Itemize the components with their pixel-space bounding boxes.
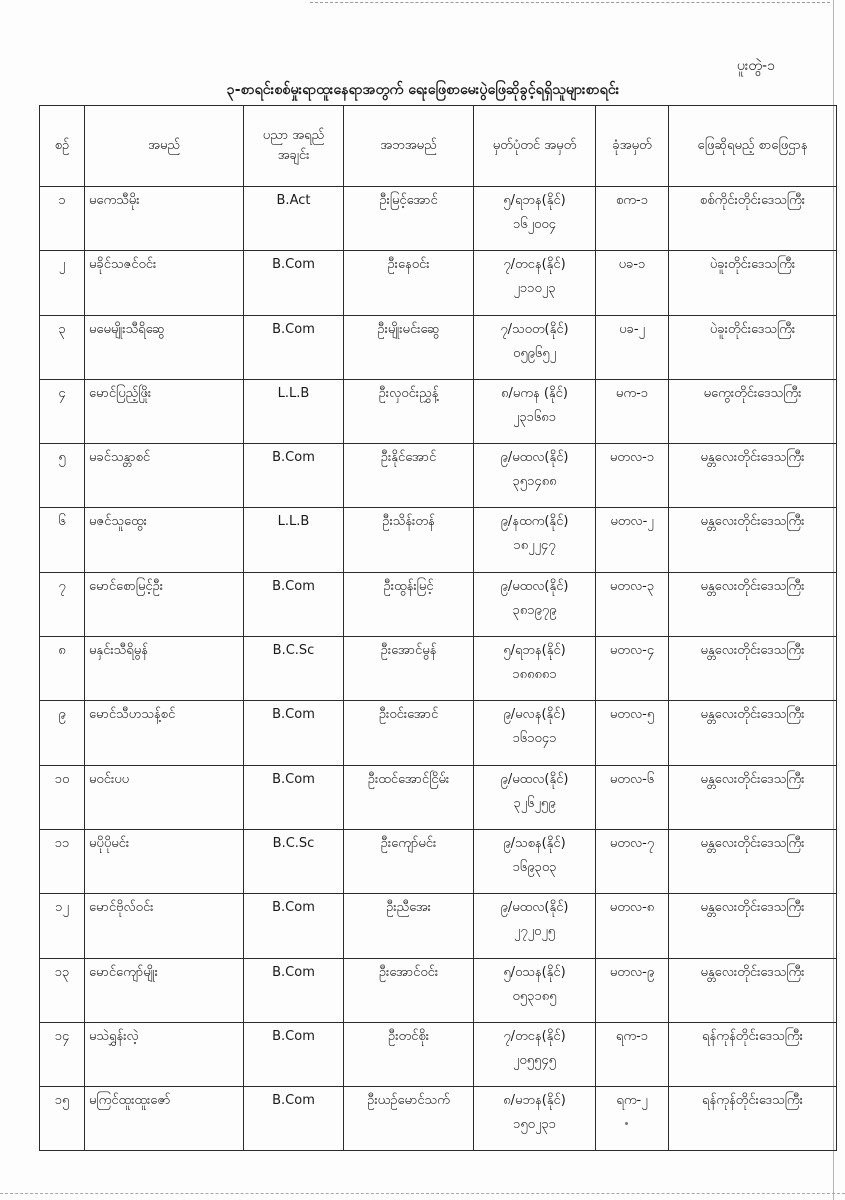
cell-exam-center: မန္တလေးတိုင်းဒေသကြီး	[669, 894, 837, 958]
nrc-number: ၃၂၆၂၅၉	[513, 795, 556, 811]
cell-degree: L.L.B	[244, 379, 344, 443]
cell-nrc	[474, 508, 596, 572]
cell-name: မကေသီမိုး	[85, 187, 244, 251]
cell-father-name: ဦးနေဝင်း	[344, 251, 474, 315]
nrc-prefix: ၈/မဘန(နိုင်)	[503, 1093, 566, 1109]
cell-no: ၅	[40, 444, 85, 508]
table-row	[40, 637, 837, 701]
nrc-number: ၁၆၂၀၀၄	[513, 217, 556, 232]
cell-degree: B.C.Sc	[244, 637, 344, 701]
cell-no: ၇	[40, 572, 85, 636]
cell-no: ၁၃	[40, 958, 85, 1022]
cell-seat-no: ပခ-၁	[596, 251, 669, 315]
cell-name: မဝင်းပပ	[85, 765, 244, 829]
nrc-number: ၃၈၁၉၇၉	[512, 602, 557, 618]
cell-father-name: ဦးကျော်မင်း	[344, 829, 474, 893]
cell-name: မောင်ဗိုလ်ဝင်း	[85, 894, 244, 958]
nrc-prefix: ၅/ဝသန(နိုင်)	[503, 964, 566, 980]
nrc-number: ၁၆၁၀၄၁	[512, 731, 557, 747]
nrc-prefix: ၅/ရဘန(နိုင်)	[503, 643, 566, 659]
cell-father-name: ဦးလှဝင်းညွှန့်	[344, 379, 474, 443]
cell-father-name: ဦးမျိုးမင်းဆွေ	[344, 315, 474, 379]
table-row	[40, 765, 837, 829]
cell-name: မခိုင်သဇင်ဝင်း	[85, 251, 244, 315]
nrc-number: ၁၈၈၈၈၁	[512, 667, 557, 683]
cell-seat-no: မတလ-၅	[596, 701, 669, 765]
nrc-prefix: ၉/မထလ(နိုင်)	[500, 900, 569, 916]
cell-father-name: ဦးဝင်းအောင်	[344, 701, 474, 765]
cell-nrc	[474, 1087, 596, 1151]
cell-degree: B.Com	[244, 1022, 344, 1086]
cell-seat-no: မတလ-၁	[596, 444, 669, 508]
cell-exam-center: မန္တလေးတိုင်းဒေသကြီး	[669, 637, 837, 701]
cell-seat-no: စက-၁	[596, 187, 669, 251]
cell-father-name: ဦးထင်အောင်ငြိမ်း	[344, 765, 474, 829]
cell-seat-no: ရက-၂	[596, 1087, 669, 1151]
nrc-prefix: ၉/မထလ(နိုင်)	[500, 771, 569, 787]
cell-name: မောင်ပြည့်ဖြိုး	[85, 379, 244, 443]
cell-exam-center: မန္တလေးတိုင်းဒေသကြီး	[669, 829, 837, 893]
cell-no: ၈	[40, 637, 85, 701]
cell-degree: B.Com	[244, 765, 344, 829]
cell-nrc	[474, 894, 596, 958]
table-row	[40, 315, 837, 379]
cell-nrc	[474, 958, 596, 1022]
cell-no: ၁၅	[40, 1087, 85, 1151]
cell-exam-center: စစ်ကိုင်းတိုင်းဒေသကြီး	[669, 187, 837, 251]
cell-father-name: ဦးနိုင်အောင်	[344, 444, 474, 508]
table-row	[40, 187, 837, 251]
cell-degree: B.C.Sc	[244, 829, 344, 893]
cell-degree: B.Com	[244, 315, 344, 379]
nrc-number: ၁၆၉၃၀၃	[512, 859, 557, 875]
cell-degree: L.L.B	[244, 508, 344, 572]
table-row	[40, 251, 837, 315]
header-no: စဉ်	[40, 106, 85, 187]
scan-speck	[625, 1122, 628, 1125]
cell-name: မပိုပိုမင်း	[85, 829, 244, 893]
nrc-number: ၂၁၁၀၂၃	[513, 281, 556, 297]
header-seat-no: ခုံအမှတ်	[596, 106, 669, 187]
cell-name: မကြင်ထူးထူးဇော်	[85, 1087, 244, 1151]
cell-nrc	[474, 572, 596, 636]
cell-name: မသဲရွှန်းလဲ့	[85, 1022, 244, 1086]
cell-name: မောင်ကျော်မျိုး	[85, 958, 244, 1022]
table-row	[40, 508, 837, 572]
nrc-number: ၂၇၂၀၂၅	[513, 924, 556, 940]
cell-name: မောင်သီဟသန့်စင်	[85, 701, 244, 765]
cell-father-name: ဦးမြင့်အောင်	[344, 187, 474, 251]
nrc-number: ၁၅၀၂၃၁	[513, 1117, 556, 1133]
table-body	[40, 187, 837, 1151]
cell-father-name: ဦးညီအေး	[344, 894, 474, 958]
cell-name: မောင်စောမြင့်ဦး	[85, 572, 244, 636]
cell-no: ၉	[40, 701, 85, 765]
cell-no: ၁၁	[40, 829, 85, 893]
cell-seat-no: မတလ-၉	[596, 958, 669, 1022]
cell-exam-center: ပဲခူးတိုင်းဒေသကြီး	[669, 315, 837, 379]
cell-no: ၆	[40, 508, 85, 572]
cell-father-name: ဦးအောင်ဝင်း	[344, 958, 474, 1022]
cell-seat-no: ရက-၁	[596, 1022, 669, 1086]
cell-nrc	[474, 444, 596, 508]
nrc-prefix: ၉/မလန(နိုင်)	[503, 707, 566, 723]
table-row	[40, 829, 837, 893]
cell-father-name: ဦးတင်စိုး	[344, 1022, 474, 1086]
nrc-prefix: ၇/သဝတ(နိုင်)	[500, 321, 569, 337]
cell-name: မနှင်းသီရိမွန်	[85, 637, 244, 701]
cell-seat-no: မတလ-၇	[596, 829, 669, 893]
cell-seat-no: ပခ-၂	[596, 315, 669, 379]
cell-exam-center: ရန်ကုန်တိုင်းဒေသကြီး	[669, 1087, 837, 1151]
cell-exam-center: မန္တလေးတိုင်းဒေသကြီး	[669, 508, 837, 572]
table-row	[40, 958, 837, 1022]
table-header-row	[40, 106, 837, 187]
cell-no: ၁၂	[40, 894, 85, 958]
cell-exam-center: မန္တလေးတိုင်းဒေသကြီး	[669, 765, 837, 829]
cell-no: ၄	[40, 379, 85, 443]
table-row	[40, 572, 837, 636]
cell-no: ၁၄	[40, 1022, 85, 1086]
cell-nrc	[474, 1022, 596, 1086]
cell-seat-no: မတလ-၈	[596, 894, 669, 958]
cell-exam-center: ပဲခူးတိုင်းဒေသကြီး	[669, 251, 837, 315]
cell-seat-no: မတလ-၂	[596, 508, 669, 572]
cell-nrc	[474, 765, 596, 829]
header-degree: ပညာ အရည် အချင်း	[244, 106, 344, 187]
nrc-number: ၀၅၃၁၈၅	[512, 988, 557, 1004]
cell-father-name: ဦးအောင်မွန်	[344, 637, 474, 701]
cell-exam-center: မန္တလေးတိုင်းဒေသကြီး	[669, 444, 837, 508]
cell-exam-center: ရန်ကုန်တိုင်းဒေသကြီး	[669, 1022, 837, 1086]
nrc-prefix: ၉/မထလ(နိုင်)	[500, 578, 569, 594]
cell-seat-no: မတလ-၆	[596, 765, 669, 829]
nrc-prefix: ၇/တငန(နိုင်)	[503, 257, 566, 273]
nrc-number: ၁၈၂၂၄၇	[513, 538, 556, 554]
cell-exam-center: မကွေးတိုင်းဒေသကြီး	[669, 379, 837, 443]
cell-nrc	[474, 637, 596, 701]
cell-exam-center: မန္တလေးတိုင်းဒေသကြီး	[669, 701, 837, 765]
cell-degree: B.Com	[244, 1087, 344, 1151]
table-row	[40, 444, 837, 508]
scan-edge-bottom	[0, 1193, 845, 1195]
table-row	[40, 701, 837, 765]
cell-father-name: ဦးသိန်းတန်	[344, 508, 474, 572]
nrc-number: ၂၀၅၅၄၅	[513, 1052, 556, 1068]
cell-degree: B.Com	[244, 894, 344, 958]
cell-degree: B.Com	[244, 958, 344, 1022]
nrc-prefix: ၉/သစန(နိုင်)	[503, 835, 566, 851]
cell-no: ၁	[40, 187, 85, 251]
table-row	[40, 1022, 837, 1086]
cell-nrc	[474, 251, 596, 315]
cell-no: ၂	[40, 251, 85, 315]
cell-degree: B.Act	[244, 187, 344, 251]
cell-name: မဇင်သူထွေး	[85, 508, 244, 572]
cell-name: မခင်သန္တာစင်	[85, 444, 244, 508]
cell-degree: B.Com	[244, 444, 344, 508]
cell-no: ၃	[40, 315, 85, 379]
nrc-number: ၂၃၁၆၈၁	[512, 409, 557, 425]
nrc-number: ၃၅၁၄၈၈	[512, 474, 557, 490]
header-nrc: မှတ်ပုံတင် အမှတ်	[474, 106, 596, 187]
cell-no: ၁၀	[40, 765, 85, 829]
nrc-prefix: ၇/တငန(နိုင်)	[503, 1028, 566, 1044]
cell-nrc	[474, 187, 596, 251]
scan-edge-top	[310, 2, 830, 4]
nrc-prefix: ၉/မထလ(နိုင်)	[500, 450, 569, 466]
cell-exam-center: မန္တလေးတိုင်းဒေသကြီး	[669, 572, 837, 636]
cell-degree: B.Com	[244, 572, 344, 636]
header-exam-center: ဖြေဆိုရမည့် စာဖြေဌာန	[669, 106, 837, 187]
nrc-prefix: ၈/မကန (နိုင်)	[501, 385, 568, 401]
table-row	[40, 894, 837, 958]
cell-nrc	[474, 829, 596, 893]
cell-name: မမေမျိုးသီရိဆွေ	[85, 315, 244, 379]
header-father-name: အဘအမည်	[344, 106, 474, 187]
annex-label: ပူးတွဲ-၁	[736, 58, 775, 74]
nrc-prefix: ၅/ရဘန(နိုင်)	[503, 193, 566, 208]
table-row	[40, 1087, 837, 1151]
candidate-table	[39, 105, 837, 1151]
cell-nrc	[474, 315, 596, 379]
cell-seat-no: မတလ-၄	[596, 637, 669, 701]
table-row	[40, 379, 837, 443]
cell-seat-no: မက-၁	[596, 379, 669, 443]
page-title: ၃-စာရင်းစစ်မှုးရာထူးနေရာအတွက် ရေးဖြေစာမေးပွဲဖြေဆိုခွင့်ရရှိသူများစာရင်း	[226, 82, 620, 98]
cell-father-name: ဦးယဉ်မောင်သက်	[344, 1087, 474, 1151]
cell-seat-no: မတလ-၃	[596, 572, 669, 636]
cell-father-name: ဦးထွန်းမြင့်	[344, 572, 474, 636]
cell-degree: B.Com	[244, 701, 344, 765]
cell-exam-center: မန္တလေးတိုင်းဒေသကြီး	[669, 958, 837, 1022]
header-name: အမည်	[85, 106, 244, 187]
cell-degree: B.Com	[244, 251, 344, 315]
cell-nrc	[474, 379, 596, 443]
nrc-prefix: ၉/နထက(နိုင်)	[500, 514, 569, 530]
cell-nrc	[474, 701, 596, 765]
nrc-number: ၀၅၉၆၅၂	[513, 345, 556, 361]
